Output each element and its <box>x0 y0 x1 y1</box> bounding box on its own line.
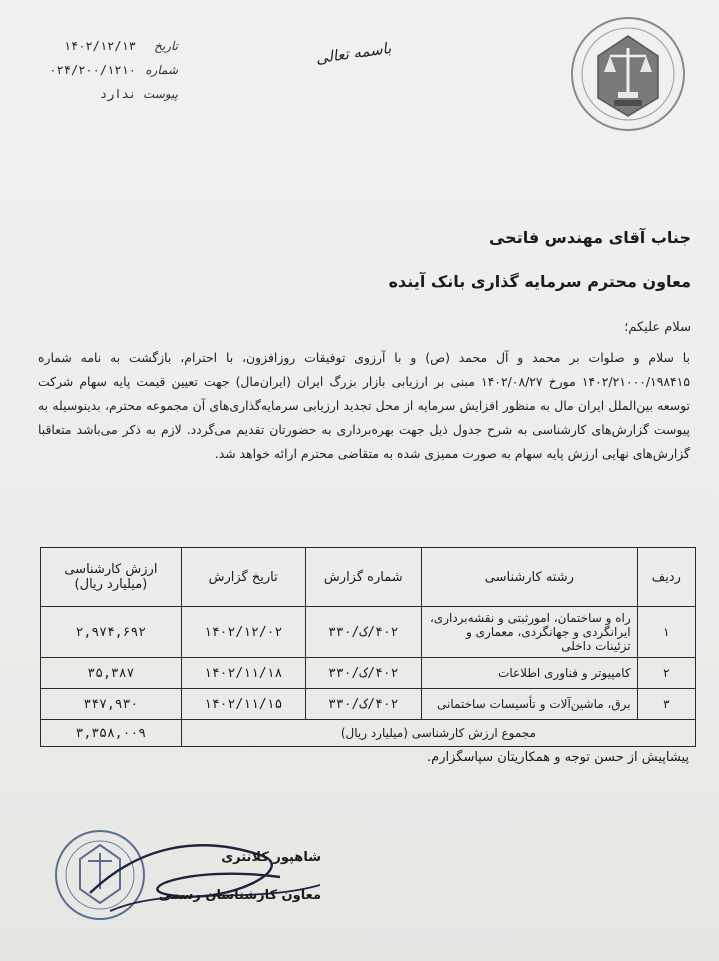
closing-sentence: پیشاپیش از حسن توجه و همکاریتان سپاسگزارم. <box>427 750 689 765</box>
row-field: کامپیوتر و فناوری اطلاعات <box>422 658 638 689</box>
header-field: رشته کارشناسی <box>422 548 638 607</box>
letter-meta <box>28 34 178 106</box>
greeting: سلام علیکم؛ <box>624 320 691 335</box>
table-row <box>41 689 696 720</box>
appraisal-table <box>40 547 696 747</box>
row-report-number: ۴۰۲/ک/۳۳۰ <box>305 607 421 658</box>
table-total-row <box>41 720 696 747</box>
total-value: ۳,۳۵۸,۰۰۹ <box>41 720 182 747</box>
recipient-title: معاون محترم سرمایه گذاری بانک آینده <box>388 272 691 291</box>
recipient-name: جناب آقای مهندس فاتحی <box>488 228 691 247</box>
row-report-date: ۱۴۰۲/۱۲/۰۲ <box>181 607 305 658</box>
header-row-number: ردیف <box>637 548 695 607</box>
attachment-value: ندارد <box>99 87 136 101</box>
header-report-number: شماره گزارش <box>305 548 421 607</box>
row-report-number: ۴۰۲/ک/۳۳۰ <box>305 658 421 689</box>
row-number: ۱ <box>637 607 695 658</box>
date-value: ۱۴۰۲/۱۲/۱۳ <box>63 39 136 53</box>
row-value: ۲,۹۷۴,۶۹۲ <box>41 607 182 658</box>
number-row <box>28 58 178 82</box>
signature-seal <box>50 815 360 935</box>
date-row <box>28 34 178 58</box>
attachment-label: پیوست <box>143 87 178 101</box>
row-number: ۲ <box>637 658 695 689</box>
table-row <box>41 607 696 658</box>
row-value: ۳۵,۳۸۷ <box>41 658 182 689</box>
total-label: مجموع ارزش کارشناسی (میلیارد ریال) <box>181 720 695 747</box>
header-value: ارزش کارشناسی (میلیارد ریال) <box>41 548 182 607</box>
attachment-row <box>28 82 178 106</box>
row-value: ۳۴۷,۹۳۰ <box>41 689 182 720</box>
row-field: برق، ماشین‌آلات و تأسیسات ساختمانی <box>422 689 638 720</box>
scales-of-justice-logo <box>566 12 690 136</box>
date-label: تاریخ <box>154 39 178 53</box>
signatory-name: شاهپور کلانتری <box>221 850 321 865</box>
number-value: ۰۲۴/۲۰۰/۱۲۱۰ <box>49 63 136 77</box>
table-row <box>41 658 696 689</box>
body-paragraph: با سلام و صلوات بر محمد و آل محمد (ص) و با آرزوی توفیقات روزافزون، با احترام، بازگشت به نامه شماره ۱۴۰۲/۲۱۰۰۰/۱۹۸۴۱۵ مورخ ۱۴۰۲/۰۸/۲۷ مبنی بر ارزیابی بازار بزرگ ایران (ایران‌مال) جهت تعیین قیمت پایه سهام شرکت توسعه بین‌الملل ایران مال به منظور افزایش سرمایه از محل تجدید ارزیابی سرمایه‌گذاری‌های آن مجموعه محترم، بدینوسیله به پیوست گزارش‌های کارشناسی به شرح جدول ذیل جهت بهره‌برداری به حضورتان تقدیم می‌گردد. لازم به ذکر می‌باشد متعاقبا گزارش‌های نهایی ارزش پایه سهام به صورت ممیزی شده به متقاضی محترم ارائه خواهد شد. <box>38 350 690 461</box>
row-report-date: ۱۴۰۲/۱۱/۱۵ <box>181 689 305 720</box>
signatory-title: معاون کارشناسان رسمی <box>158 888 321 903</box>
row-report-date: ۱۴۰۲/۱۱/۱۸ <box>181 658 305 689</box>
row-number: ۳ <box>637 689 695 720</box>
row-field: راه و ساختمان، امورثبتی و نقشه‌برداری، ایرانگردی و جهانگردی، معماری و تزئینات داخلی <box>422 607 638 658</box>
table-header-row <box>41 548 696 607</box>
header-report-date: تاریخ گزارش <box>181 548 305 607</box>
number-label: شماره <box>145 63 178 77</box>
row-report-number: ۴۰۲/ک/۳۳۰ <box>305 689 421 720</box>
invocation-text: باسمه تعالی <box>314 38 393 68</box>
